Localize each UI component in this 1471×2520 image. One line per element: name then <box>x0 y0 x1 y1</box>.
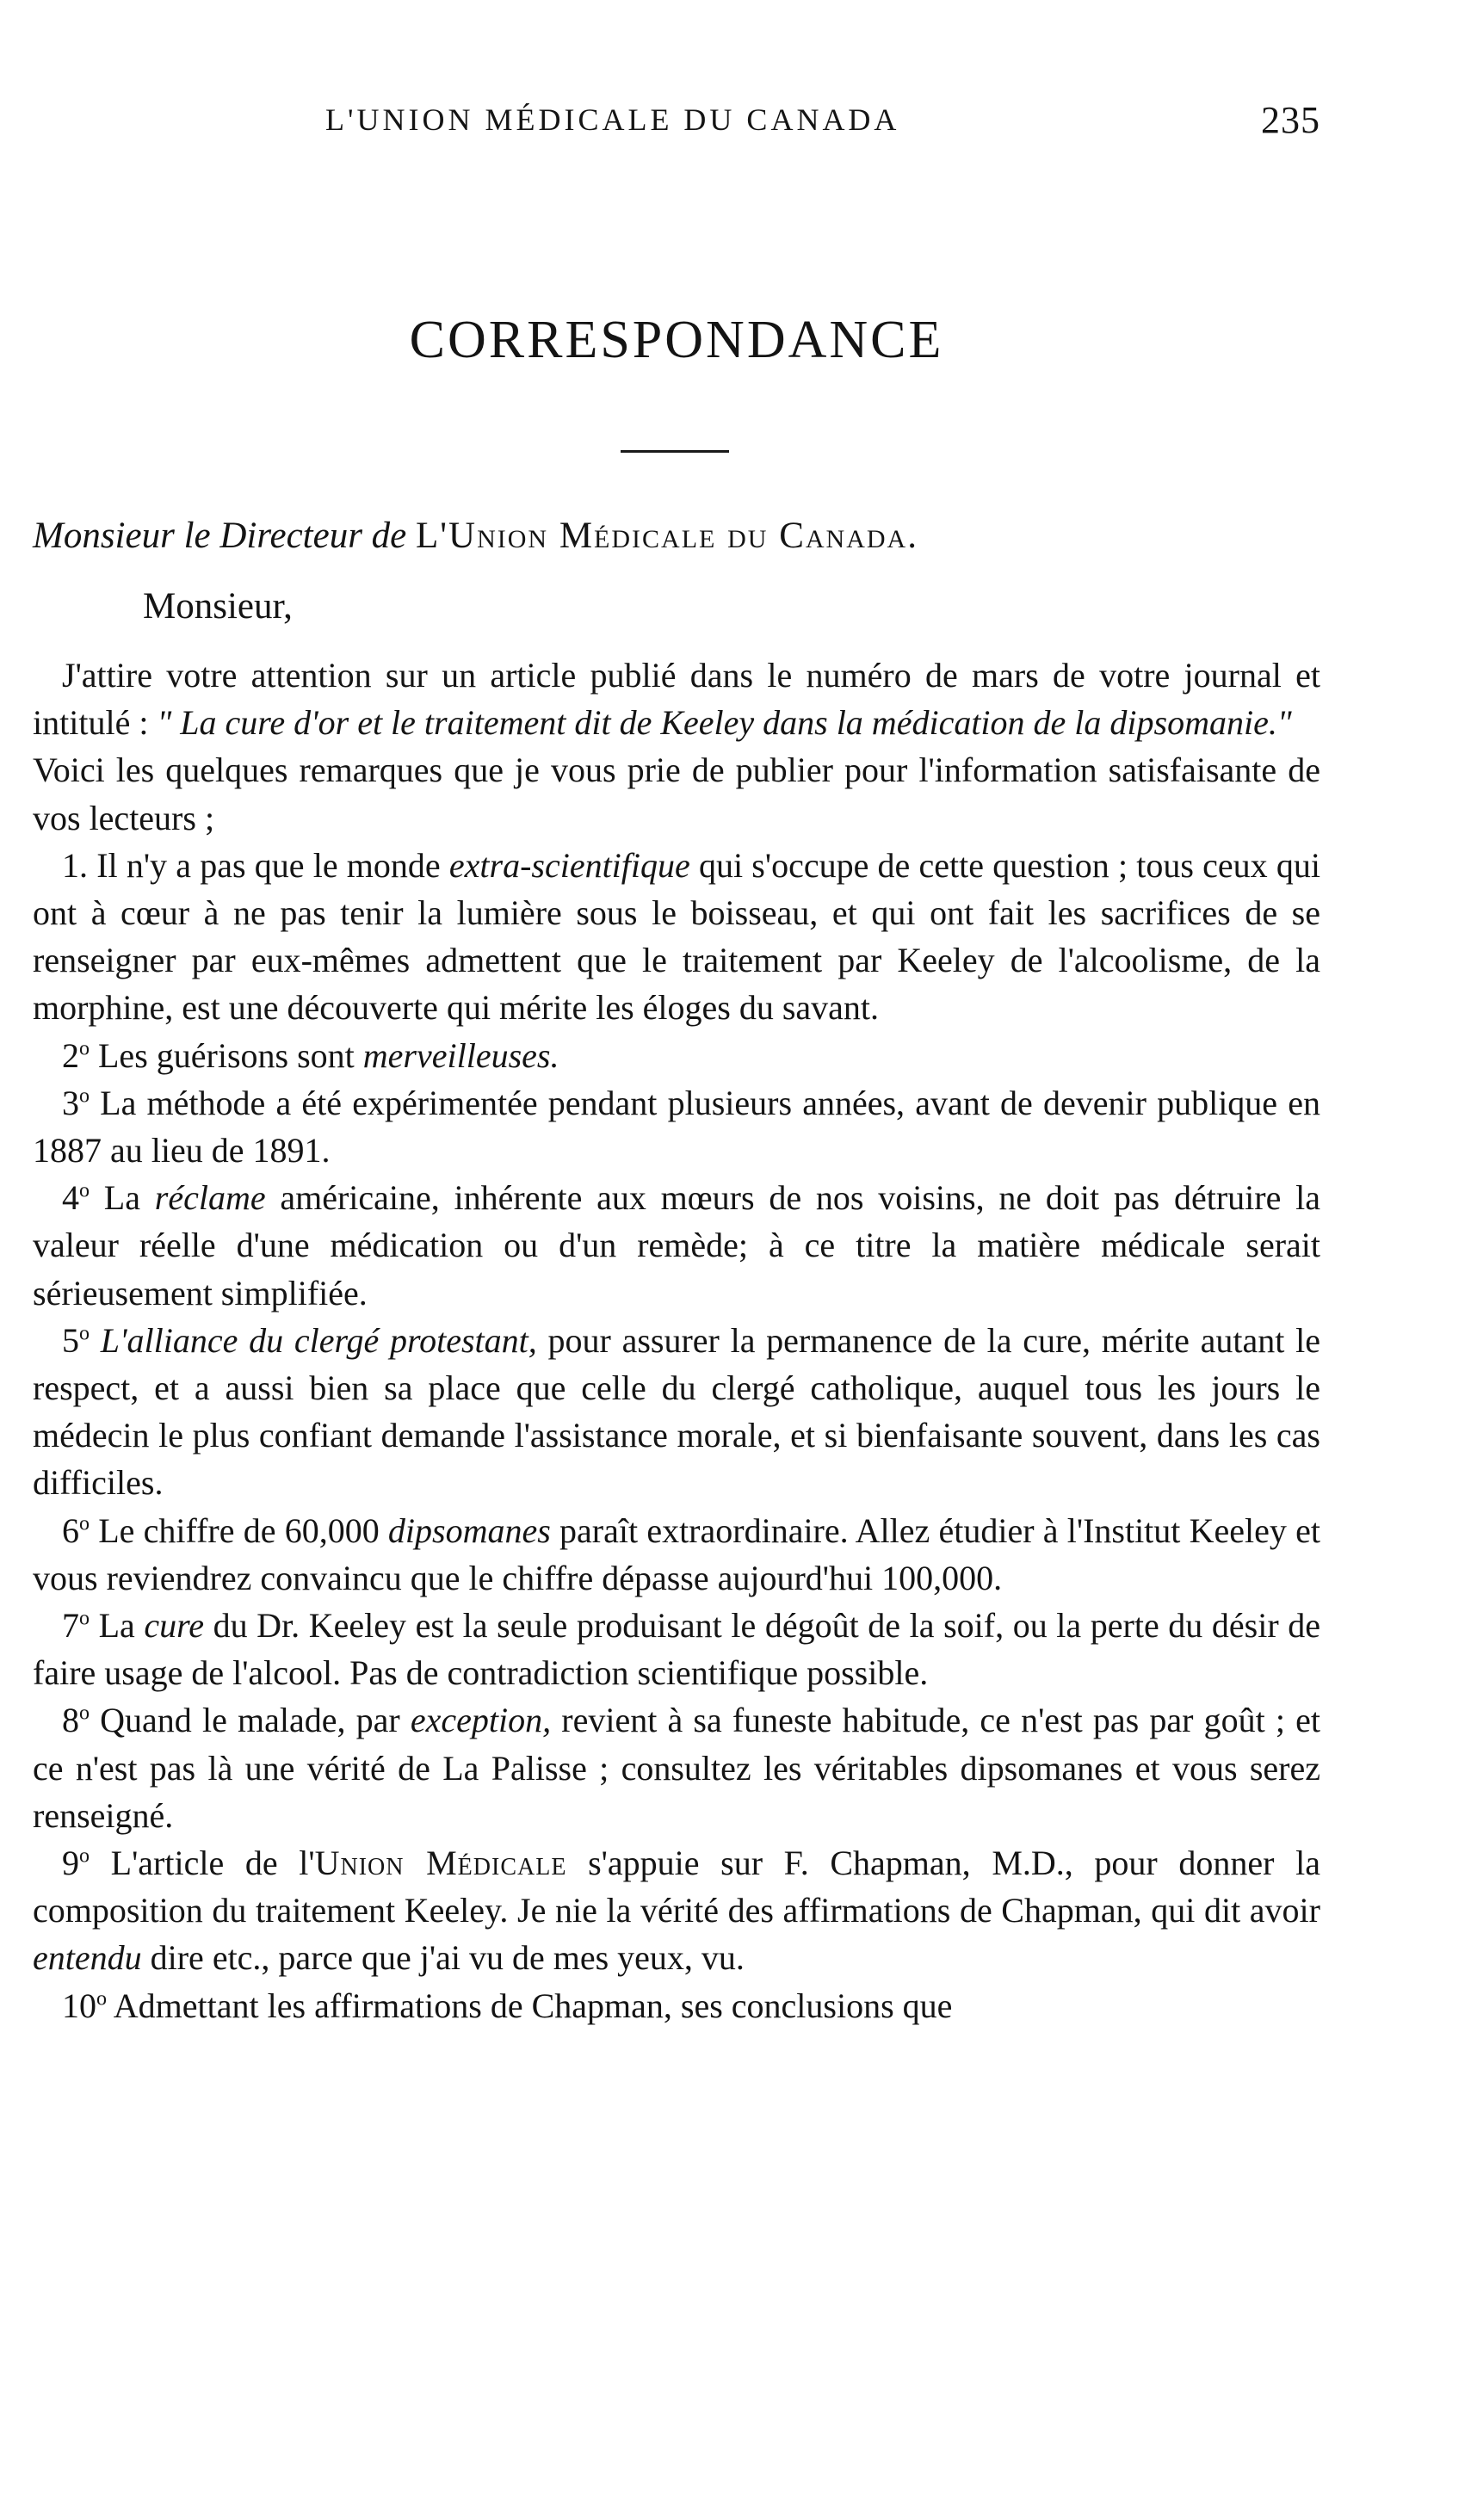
letter-body <box>33 652 1320 2029</box>
p7-emphasis: cure <box>144 1606 204 1646</box>
p8-text-b: revient à sa funeste habitude, ce n'est pas par goût ; et ce n'est pas là une vérité de La Palisse ; consultez les véritables dipsomanes et vous serez renseigné. <box>33 1701 1320 1835</box>
page-number: 235 <box>1261 99 1320 141</box>
p3-text: La méthode a été expérimentée pendant plusieurs années, avant de devenir publique en 1887 au lieu de 1891. <box>33 1083 1320 1170</box>
paragraph-5 <box>33 1317 1320 1507</box>
p6-emphasis: dipsomanes <box>387 1510 551 1550</box>
running-header <box>33 99 1320 153</box>
p8-emphasis: exception, <box>410 1701 552 1740</box>
p4-text-b: américaine, inhérente aux mœurs de nos voisins, ne doit pas détruire la valeur réelle d'une médication ou d'un remède; à ce titre la matière médicale serait sérieusement simplifiée. <box>33 1178 1321 1312</box>
running-title: L'UNION MÉDICALE DU CANADA <box>325 102 900 137</box>
p4-emphasis: réclame <box>154 1178 266 1218</box>
p9-ordinal: o <box>79 1844 90 1868</box>
p9-text-c: dire etc., parce que j'ai vu de mes yeux, vu. <box>141 1938 745 1978</box>
paragraph-2 <box>33 1032 1320 1079</box>
p4-number: 4 <box>62 1178 79 1218</box>
p7-number: 7 <box>62 1606 79 1646</box>
paragraph-voici: Voici les quelques remarques que je vous prie de publier pour l'information satisfaisante de vos lecteurs ; <box>33 750 1320 837</box>
paragraph-1 <box>33 842 1320 1032</box>
p8-number: 8 <box>62 1701 79 1740</box>
p10-ordinal: o <box>96 1987 107 2010</box>
p6-text-b: paraît extraordinaire. Allez étudier à l'Institut Keeley et vous reviendrez convaincu que le chiffre dépasse aujourd'hui 100,000. <box>33 1510 1320 1597</box>
p10-text: Admettant les affirmations de Chapman, ses conclusions que <box>107 1986 953 2025</box>
p9-journal-name: Union Médicale <box>314 1844 567 1883</box>
p9-emphasis: entendu <box>33 1938 142 1978</box>
intro-title-quote: " La cure d'or et le traitement dit de Keeley dans la médication de la dipsomanie." <box>157 703 1292 743</box>
paragraph-9 <box>33 1839 1320 1982</box>
p1-text-b: qui s'occupe de cette question ; tous ceux qui ont à cœur à ne pas tenir la lumière sous le boisseau, et qui ont fait les sacrifices de se renseigner par eux-mêmes admettent que le traitement par Keeley de l'alcoolisme, de la morphine, est une découverte qui mérite les éloges du savant. <box>33 845 1321 1028</box>
greeting: Monsieur, <box>143 586 293 627</box>
p6-text-a: Le chiffre de 60,000 <box>90 1510 388 1550</box>
p3-number: 3 <box>62 1083 79 1122</box>
p2-number: 2 <box>62 1035 79 1075</box>
p9-text-a: L'article de l' <box>90 1844 315 1883</box>
document-page <box>33 0 1320 2520</box>
paragraph-4 <box>33 1174 1320 1317</box>
section-title: CORRESPONDANCE <box>409 311 944 369</box>
p2-ordinal: o <box>79 1037 90 1060</box>
p6-ordinal: o <box>79 1512 90 1535</box>
p7-text-b: du Dr. Keeley est la seule produisant le dégoût de la soif, ou la perte du désir de faire usage de l'alcool. Pas de contradiction scientifique possible. <box>33 1606 1321 1693</box>
p4-text-a: La <box>90 1178 155 1218</box>
p5-text: pour assurer la permanence de la cure, mérite autant le respect, et a aussi bien sa place que celle du clergé catholique, auquel tous les jours le médecin le plus confiant demande l'assistance morale, et si bienfaisante souvent, dans les cas difficiles. <box>33 1320 1320 1503</box>
p1-text-a: 1. Il n'y a pas que le monde <box>62 845 449 885</box>
salutation-journal-name: L'Union Médicale du Canada. <box>416 516 918 556</box>
p5-number: 5 <box>62 1320 79 1360</box>
paragraph-3 <box>33 1079 1320 1174</box>
p4-ordinal: o <box>79 1179 90 1202</box>
p10-number: 10 <box>62 1986 96 2025</box>
p2-text: Les guérisons sont <box>90 1035 363 1075</box>
p8-ordinal: o <box>79 1702 90 1726</box>
title-rule <box>621 450 729 453</box>
p8-text-a: Quand le malade, par <box>90 1701 411 1740</box>
p6-number: 6 <box>62 1510 79 1550</box>
paragraph-intro <box>33 652 1320 746</box>
intro-text: J'attire votre attention sur un article publié dans le numéro de mars de votre journal et intitulé : <box>33 656 1320 743</box>
paragraph-8 <box>33 1696 1320 1839</box>
paragraph-7 <box>33 1602 1320 1696</box>
paragraph-6 <box>33 1507 1320 1602</box>
paragraph-10 <box>33 1982 1320 2029</box>
p2-emphasis: merveilleuses. <box>362 1035 559 1075</box>
salutation-line <box>33 515 1320 557</box>
p5-emphasis: L'alliance du clergé protestant, <box>90 1320 537 1360</box>
p9-number: 9 <box>62 1844 79 1883</box>
p9-text-b: s'appuie sur F. Chapman, M.D., pour donner la composition du traitement Keeley. Je nie la vérité des affirmations de Chapman, qui dit avoir <box>33 1844 1320 1930</box>
p7-ordinal: o <box>79 1607 90 1630</box>
p3-ordinal: o <box>79 1084 90 1108</box>
p7-text-a: La <box>90 1606 145 1646</box>
p1-emphasis: extra-scientifique <box>448 845 690 885</box>
salutation-italic: Monsieur le Directeur de <box>33 516 407 556</box>
p5-ordinal: o <box>79 1322 90 1345</box>
